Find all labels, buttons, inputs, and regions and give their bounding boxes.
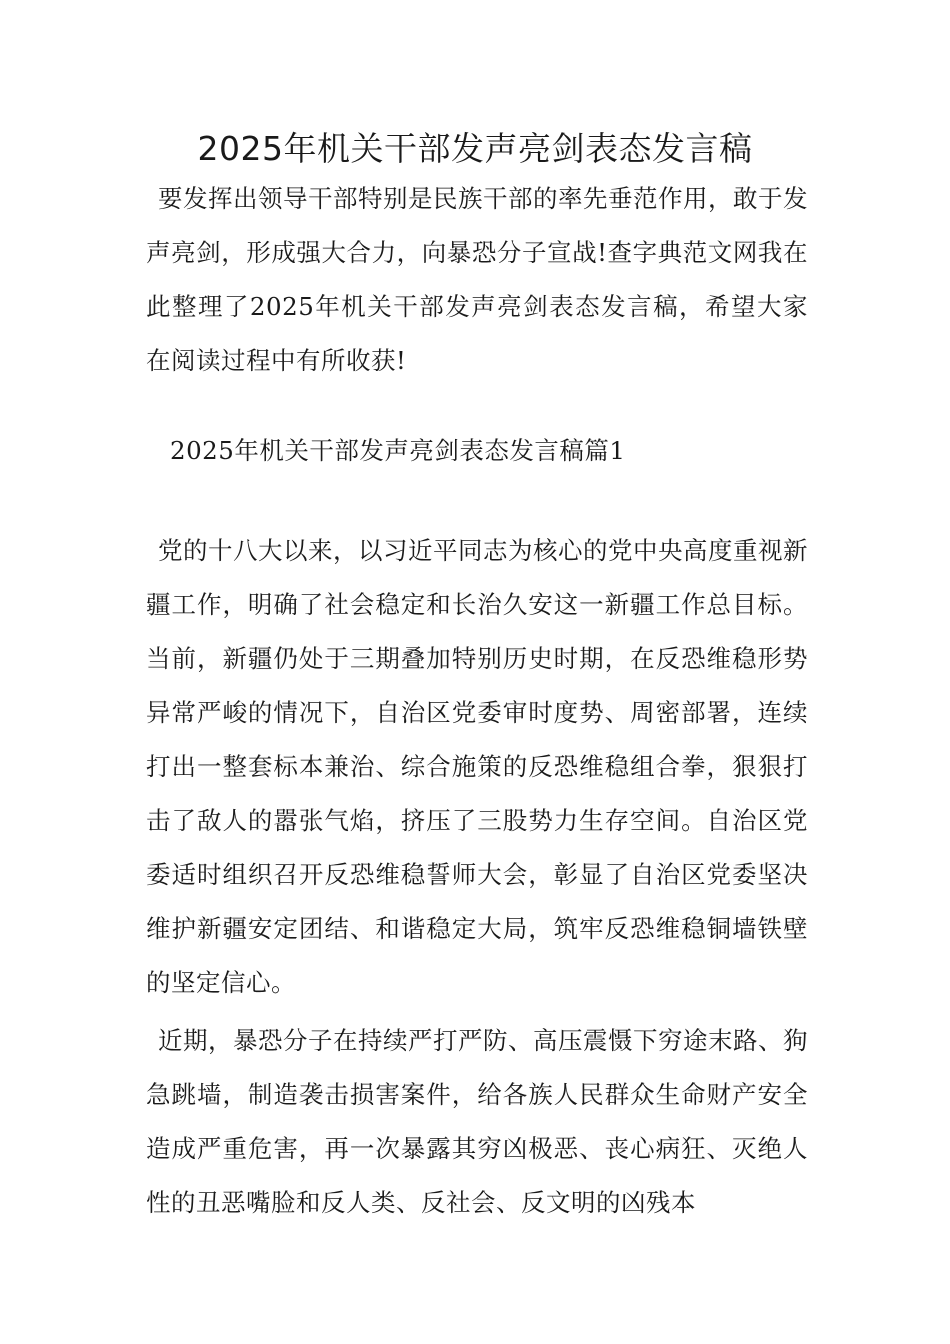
body-paragraph-2: 近期，暴恐分子在持续严打严防、高压震慑下穷途末路、狗急跳墙，制造袭击损害案件，给各族人民群众生命财产安全造成严重危害，再一次暴露其穷凶极恶、丧心病狂、灭绝人性的丑恶嘴脸和反人类、反社会、反文明的凶残本 [146,1026,808,1217]
intro-paragraph: 要发挥出领导干部特别是民族干部的率先垂范作用，敢于发声亮剑，形成强大合力，向暴恐分子宣战!查字典范文网我在此整理了2025年机关干部发声亮剑表态发言稿，希望大家在阅读过程中有所收获! [146,184,808,375]
document-title: 2025年机关干部发声亮剑表态发言稿 [197,129,753,168]
body-paragraph-1: 党的十八大以来，以习近平同志为核心的党中央高度重视新疆工作，明确了社会稳定和长治久安这一新疆工作总目标。当前，新疆仍处于三期叠加特别历史时期，在反恐维稳形势异常严峻的情况下，自治区党委审时度势、周密部署，连续打出一整套标本兼治、综合施策的反恐维稳组合拳，狠狠打击了敌人的嚣张气焰，挤压了三股势力生存空间。自治区党委适时组织召开反恐维稳誓师大会，彰显了自治区党委坚决维护新疆安定团结、和谐稳定大局，筑牢反恐维稳铜墙铁壁的坚定信心。 [146,536,808,997]
section-heading: 2025年机关干部发声亮剑表态发言稿篇1 [170,436,626,465]
